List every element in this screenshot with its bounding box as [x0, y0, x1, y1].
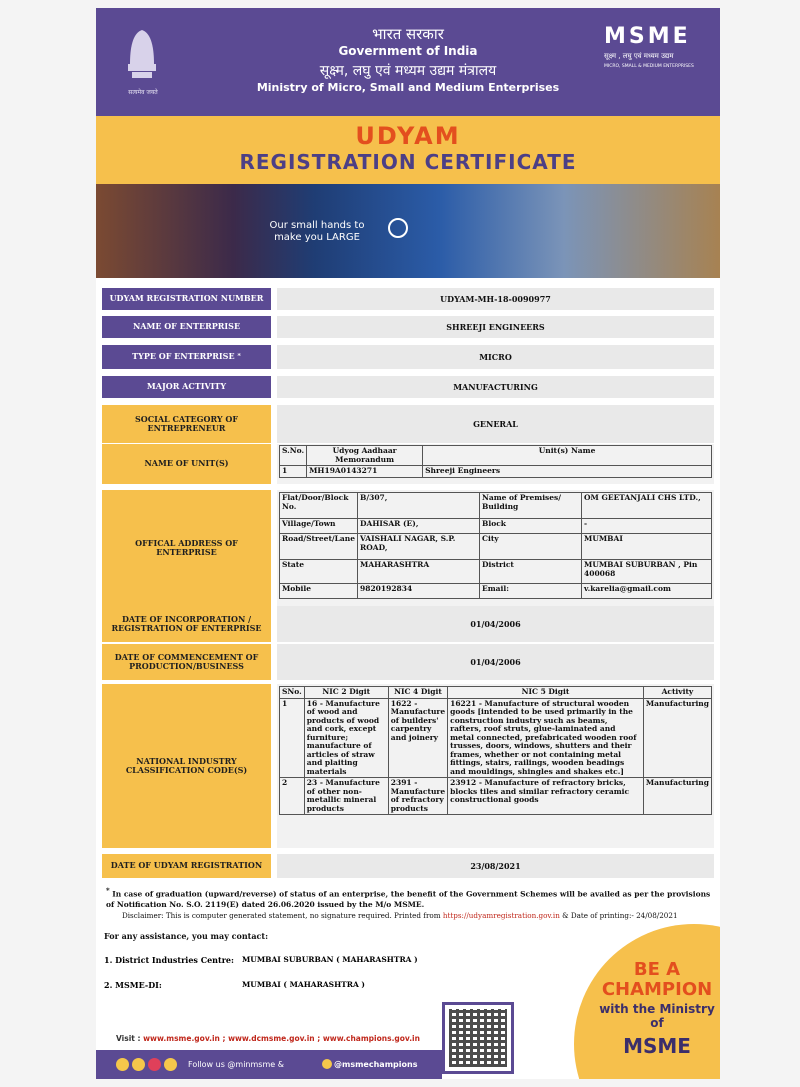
- village-label: Village/Town: [280, 519, 358, 534]
- major-activity-row: [102, 376, 714, 398]
- champion-msme: MSME: [623, 1034, 691, 1058]
- udyam-date-value: 23/08/2021: [277, 854, 714, 878]
- udyam-date-row: [102, 854, 714, 878]
- dic-label: 1. District Industries Centre:: [104, 955, 234, 965]
- premises-label: Name of Premises/ Building: [480, 493, 582, 519]
- address-box: [277, 490, 714, 606]
- flat-value: B/307,: [358, 493, 480, 519]
- type-star: *: [237, 352, 241, 361]
- major-activity-label: MAJOR ACTIVITY: [102, 376, 271, 398]
- youtube-icon[interactable]: [164, 1058, 177, 1071]
- mobile-label: Mobile: [280, 584, 358, 599]
- social-category-value: GENERAL: [277, 405, 714, 443]
- enterprise-type-row: [102, 345, 714, 369]
- assistance-title: For any assistance, you may contact:: [104, 931, 269, 941]
- nic-header-2digit: NIC 2 Digit: [304, 687, 388, 699]
- emblem-caption: सत्यमेव जयते: [128, 89, 158, 96]
- social-bar: [96, 1050, 442, 1079]
- units-header-uam: Udyog Aadhaar Memorandum: [307, 446, 423, 466]
- social-category-label: SOCIAL CATEGORY OF ENTREPRENEUR: [102, 405, 271, 443]
- nic-row2-2digit: 23 - Manufacture of other non-metallic mineral products: [304, 778, 388, 815]
- enterprise-type-value: MICRO: [277, 345, 714, 369]
- nic-header-activity: Activity: [643, 687, 711, 699]
- gov-english: Government of India: [338, 44, 478, 58]
- ministry-hindi: सूक्ष्म, लघु एवं मध्यम उद्यम मंत्रालय: [319, 63, 497, 79]
- nic-row1-5digit: 16221 - Manufacture of structural wooden goods [intended to be used primarily in the construction industry such as beams, rafters, roof struts, glue-laminated and metal connected, prefabricated wooden roof trusses, doors, windows, shutters and their frames, whether or not containing metal fittings, stairs, railings, wooden beadings and mouldings, shingles and shakes etc.]: [448, 698, 644, 778]
- nic-header-5digit: NIC 5 Digit: [448, 687, 644, 699]
- nic-header-4digit: NIC 4 Digit: [388, 687, 447, 699]
- commencement-row: [102, 644, 714, 680]
- qr-code: [442, 1002, 514, 1074]
- commencement-value: 01/04/2006: [277, 644, 714, 680]
- state-label: State: [280, 560, 358, 584]
- city-value: MUMBAI: [582, 534, 712, 560]
- premises-value: OM GEETANJALI CHS LTD.,: [582, 493, 712, 519]
- twitter-icon[interactable]: [116, 1058, 129, 1071]
- units-row: [102, 444, 714, 484]
- email-label: Email:: [480, 584, 582, 599]
- social-category-row: [102, 405, 714, 443]
- units-header-name: Unit(s) Name: [423, 446, 712, 466]
- nic-row2-activity: Manufacturing: [643, 778, 711, 815]
- gov-hindi: भारत सरकार: [372, 25, 444, 43]
- nic-row2-4digit: 2391 - Manufacture of refractory products: [388, 778, 447, 815]
- disclaimer: Disclaimer: This is computer generated statement, no signature required. Printed from https://udyamregistration.gov.in & Date of printing:- 24/08/2021: [122, 911, 678, 920]
- banner-tagline: Our small hands to make you LARGE: [269, 220, 365, 243]
- units-header-sno: S.No.: [280, 446, 307, 466]
- address-table: [279, 492, 712, 599]
- nic-box: [277, 684, 714, 848]
- follow-text: Follow us @minmsme &: [188, 1060, 284, 1069]
- nic-row1-2digit: 16 - Manufacture of wood and products of wood and cork, except furniture; manufacture of articles of straw and plaiting materials: [304, 698, 388, 778]
- units-label: NAME OF UNIT(S): [102, 444, 271, 484]
- website-links[interactable]: www.msme.gov.in ; www.dcmsme.gov.in ; www.champions.gov.in: [143, 1034, 420, 1043]
- msme-logo: MSME: [604, 24, 691, 49]
- udyam-portal-link[interactable]: https://udyamregistration.gov.in: [442, 911, 560, 920]
- chakra-icon: [388, 218, 408, 238]
- block-label: Block: [480, 519, 582, 534]
- instagram-icon[interactable]: [148, 1058, 161, 1071]
- title-registration-certificate: REGISTRATION CERTIFICATE: [239, 150, 577, 174]
- road-value: VAISHALI NAGAR, S.P. ROAD,: [358, 534, 480, 560]
- nic-row1-4digit: 1622 - Manufacture of builders' carpentry and joinery: [388, 698, 447, 778]
- graduation-footnote: * In case of graduation (upward/reverse) of status of an enterprise, the benefit of the Government Schemes will be availed as per the provisions of Notification No. S.O. 2119(E) dated 26.06.2020 issued by the M/o MSME.: [106, 886, 711, 909]
- commencement-label: DATE OF COMMENCEMENT OF PRODUCTION/BUSINESS: [102, 644, 271, 680]
- district-value: MUMBAI SUBURBAN , Pin 400068: [582, 560, 712, 584]
- nic-row: [102, 684, 714, 848]
- flat-label: Flat/Door/Block No.: [280, 493, 358, 519]
- reg-number-row: [102, 288, 714, 310]
- village-value: DAHISAR (E),: [358, 519, 480, 534]
- msme-di-label: 2. MSME-DI:: [104, 980, 162, 990]
- nic-row2-5digit: 23912 - Manufacture of refractory bricks, blocks tiles and similar refractory ceramic constructional goods: [448, 778, 644, 815]
- units-cell-uam: MH19A0143271: [307, 466, 423, 478]
- units-cell-sno: 1: [280, 466, 307, 478]
- enterprise-name-row: [102, 316, 714, 338]
- visit-links: Visit : www.msme.gov.in ; www.dcmsme.gov.in ; www.champions.gov.in: [116, 1034, 420, 1043]
- address-label: OFFICAL ADDRESS OF ENTERPRISE: [102, 490, 271, 606]
- reg-number-label: UDYAM REGISTRATION NUMBER: [102, 288, 271, 310]
- nic-header-sno: SNo.: [280, 687, 305, 699]
- nic-row1-sno: 1: [280, 698, 305, 778]
- nic-table: [279, 686, 712, 815]
- units-box: [277, 444, 714, 484]
- photo-banner: [96, 184, 720, 278]
- msme-logo-english: MICRO, SMALL & MEDIUM ENTERPRISES: [604, 64, 694, 69]
- district-label: District: [480, 560, 582, 584]
- facebook-icon[interactable]: [132, 1058, 145, 1071]
- incorporation-row: [102, 606, 714, 642]
- road-label: Road/Street/Lane: [280, 534, 358, 560]
- incorporation-label: DATE OF INCORPORATION / REGISTRATION OF ENTERPRISE: [102, 606, 271, 642]
- state-value: MAHARASHTRA: [358, 560, 480, 584]
- champion-subtitle: with the Ministry of: [599, 1002, 715, 1030]
- nic-row1-activity: Manufacturing: [643, 698, 711, 778]
- nic-row2-sno: 2: [280, 778, 305, 815]
- reg-number-value: UDYAM-MH-18-0090977: [277, 288, 714, 310]
- msme-logo-hindi: सूक्ष्म , लघु एवं मध्यम उद्यम: [604, 52, 674, 60]
- enterprise-name-label: NAME OF ENTERPRISE: [102, 316, 271, 338]
- nic-label: NATIONAL INDUSTRY CLASSIFICATION CODE(S): [102, 684, 271, 848]
- block-value: -: [582, 519, 712, 534]
- champions-handle[interactable]: @msmechampions: [334, 1060, 418, 1069]
- incorporation-value: 01/04/2006: [277, 606, 714, 642]
- certificate: [96, 8, 720, 1079]
- title-udyam: UDYAM: [355, 122, 461, 150]
- header-bar: [96, 8, 720, 116]
- major-activity-value: MANUFACTURING: [277, 376, 714, 398]
- msme-di-value: MUMBAI ( MAHARASHTRA ): [242, 980, 365, 989]
- city-label: City: [480, 534, 582, 560]
- enterprise-type-label: TYPE OF ENTERPRISE *: [102, 345, 271, 369]
- units-cell-name: Shreeji Engineers: [423, 466, 712, 478]
- dic-value: MUMBAI SUBURBAN ( MAHARASHTRA ): [242, 955, 418, 964]
- address-row: [102, 490, 714, 606]
- mobile-value: 9820192834: [358, 584, 480, 599]
- ministry-english: Ministry of Micro, Small and Medium Enterprises: [256, 81, 560, 94]
- koo-icon[interactable]: [322, 1059, 332, 1069]
- udyam-date-label: DATE OF UDYAM REGISTRATION: [102, 854, 271, 878]
- enterprise-name-value: SHREEJI ENGINEERS: [277, 316, 714, 338]
- units-table: [279, 445, 712, 478]
- email-value: v.karelia@gmail.com: [582, 584, 712, 599]
- champion-title: BE A CHAMPION: [601, 959, 713, 1000]
